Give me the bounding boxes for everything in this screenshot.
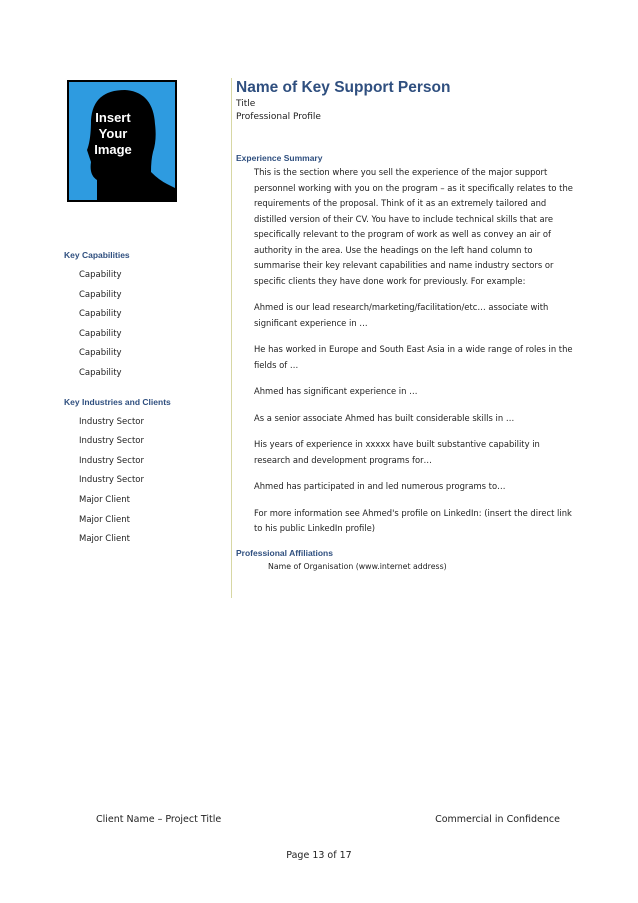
capability-item: Capability [79,289,122,300]
summary-paragraph: This is the section where you sell the experience of the major support personnel working with you on the program – as it specifically relates to the requirements of the proposal. Think of it as an extremely tailored and distilled version of their CV. You have to include technical skills that are specifically relevant to the program of work as well as convey an air of authority in the area. Use the headings on the left hand column to summarise their key relevant capabilities and name industry sectors or specific clients they have done work for previously. For example: [254,167,573,286]
column-divider [231,78,232,598]
capability-item: Capability [79,367,122,378]
capability-item: Capability [79,348,122,359]
industries-heading: Key Industries and Clients [64,396,171,407]
photo-label-line-2: Your [98,126,128,141]
footer-project-title: Client Name – Project Title [96,814,222,825]
profile-photo-placeholder [67,80,177,202]
affiliations-heading: Professional Affiliations [236,547,333,558]
industry-item: Industry Sector [79,455,144,466]
affiliation-item: Name of Organisation (www.internet address) [268,561,447,571]
industry-item: Industry Sector [79,475,144,486]
person-title: Title [236,99,256,109]
capability-item: Capability [79,309,122,320]
capability-item: Capability [79,270,122,280]
capability-item: Capability [79,328,122,339]
sidebar [64,250,224,550]
summary-paragraph: Ahmed is our lead research/marketing/facilitation/etc… associate with significant experience in … [254,302,549,328]
capabilities-list [64,266,224,384]
summary-paragraph: As a senior associate Ahmed has built considerable skills in … [254,412,515,423]
client-item: Major Client [79,534,130,545]
summary-paragraph: His years of experience in xxxxx have built substantive capability in research and development programs for… [254,439,540,465]
summary-paragraph: Ahmed has participated in and led numerous programs to… [254,481,506,491]
profile-section [236,78,576,571]
client-item: Major Client [79,494,130,505]
silhouette-image [67,80,177,202]
profile-label: Professional Profile [236,112,321,122]
photo-label-line-1: Insert [95,110,131,125]
industry-item: Industry Sector [79,436,144,447]
industries-list [64,413,224,550]
footer-confidentiality: Commercial in Confidence [435,814,560,825]
experience-heading: Experience Summary [236,153,323,163]
experience-summary [236,165,576,537]
summary-paragraph: For more information see Ahmed's profile on LinkedIn: (insert the direct link to his public LinkedIn profile) [254,507,572,533]
summary-paragraph: He has worked in Europe and South East Asia in a wide range of roles in the fields of … [254,344,573,370]
summary-paragraph: Ahmed has significant experience in … [254,386,418,396]
industry-item: Industry Sector [79,416,144,427]
client-item: Major Client [79,514,130,525]
page-number: Page 13 of 17 [286,850,352,861]
photo-label-line-3: Image [94,142,132,157]
person-name: Name of Key Support Person [236,79,451,96]
capabilities-heading: Key Capabilities [64,250,130,260]
